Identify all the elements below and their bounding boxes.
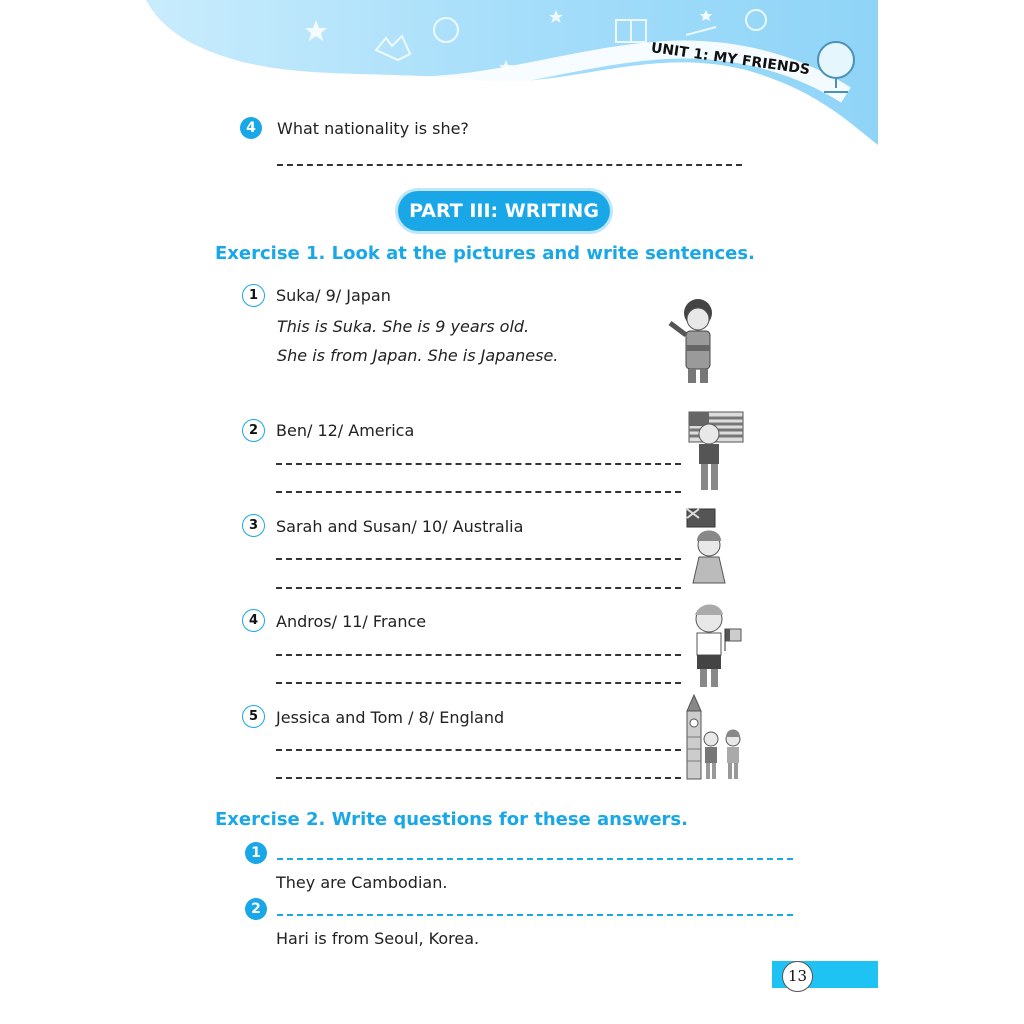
question-text: What nationality is she? (277, 119, 469, 138)
american-boy-illustration (683, 410, 745, 495)
item-prompt: Suka/ 9/ Japan (276, 286, 391, 305)
answer-line[interactable] (276, 749, 681, 751)
answer-line[interactable] (276, 463, 681, 465)
australian-girl-illustration (685, 507, 735, 597)
item-number: 5 (242, 705, 265, 728)
part-heading: PART III: WRITING (398, 191, 610, 231)
question-line[interactable] (277, 858, 793, 860)
item-prompt: Ben/ 12/ America (276, 421, 415, 440)
unit-title: UNIT 1: MY FRIENDS (649, 40, 811, 79)
item-number: 4 (242, 609, 265, 632)
item-number: 1 (245, 842, 267, 864)
item-number: 2 (242, 419, 265, 442)
item-prompt: Sarah and Susan/ 10/ Australia (276, 517, 524, 536)
worksheet-page (146, 0, 878, 1024)
given-answer: They are Cambodian. (276, 873, 448, 892)
answer-line[interactable] (276, 587, 681, 589)
exercise-title: Exercise 1. Look at the pictures and write sentences. (215, 243, 755, 264)
item-number: 2 (245, 898, 267, 920)
item-prompt: Andros/ 11/ France (276, 612, 427, 631)
answer-line[interactable] (276, 491, 681, 493)
page-number: 13 (782, 961, 813, 992)
answer-line[interactable] (276, 682, 681, 684)
given-answer: Hari is from Seoul, Korea. (276, 929, 480, 948)
question-number: 4 (240, 117, 262, 139)
answer-line[interactable] (276, 654, 681, 656)
big-ben-children-illustration (683, 693, 749, 783)
french-boy-illustration (685, 603, 745, 691)
example-answer-line-1: This is Suka. She is 9 years old. (277, 317, 530, 336)
japanese-girl-illustration (660, 295, 730, 390)
answer-line[interactable] (276, 777, 681, 779)
question-line[interactable] (277, 914, 793, 916)
item-number: 1 (242, 284, 265, 307)
answer-line[interactable] (276, 558, 681, 560)
item-prompt: Jessica and Tom / 8/ England (276, 708, 505, 727)
item-number: 3 (242, 514, 265, 537)
exercise-title: Exercise 2. Write questions for these answers. (215, 809, 688, 830)
example-answer-line-2: She is from Japan. She is Japanese. (277, 346, 559, 365)
answer-line[interactable] (277, 164, 742, 166)
